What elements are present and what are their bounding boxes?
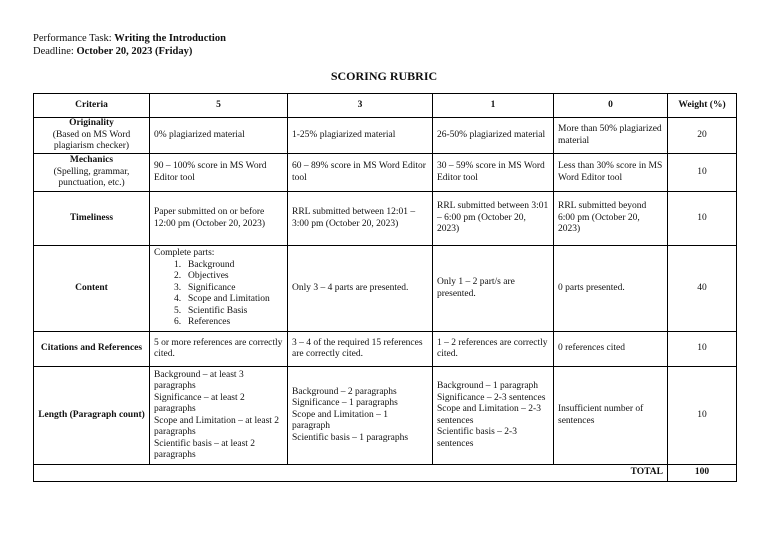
score-1-cell: Only 1 – 2 part/s are presented. (433, 246, 554, 332)
score-1-cell: 26-50% plagiarized material (433, 118, 554, 154)
line: Scope and Limitation – at least 2 paragraphs (154, 415, 280, 437)
criteria-cell (34, 192, 150, 246)
rubric-title: SCORING RUBRIC (330, 69, 438, 83)
deadline-prefix: Deadline: (33, 45, 77, 57)
deadline-line (33, 46, 226, 59)
header-weight: Weight (%) (668, 94, 737, 118)
total-row (34, 465, 737, 482)
content-intro: Complete parts: (154, 248, 215, 259)
weight-cell: 40 (668, 246, 737, 332)
document-header (33, 33, 226, 58)
task-prefix: Performance Task: (33, 33, 115, 44)
score-0-cell: 0 parts presented. (554, 246, 668, 332)
deadline-value: October 20, 2023 (Friday) (76, 45, 193, 57)
table-row (34, 118, 737, 154)
list-item: 3. Significance (174, 282, 236, 293)
line: Scientific basis – 2-3 sentences (437, 427, 517, 449)
score-1-cell: 1 – 2 references are correctly cited. (433, 332, 554, 367)
list-item: 1. Background (174, 259, 235, 270)
criteria-cell (34, 332, 150, 367)
weight-cell: 10 (668, 154, 737, 192)
line: Background – 1 paragraph (437, 381, 539, 391)
score-5-cell (150, 246, 288, 332)
weight-cell: 20 (668, 118, 737, 154)
score-5-cell (150, 367, 288, 465)
table-row (34, 246, 737, 332)
list-item: 6. References (174, 317, 231, 328)
criteria-name: Mechanics (69, 155, 114, 166)
score-3-cell: 1-25% plagiarized material (288, 118, 433, 154)
line: Scientific basis – at least 2 paragraphs (154, 438, 256, 460)
score-1-cell (433, 367, 554, 465)
table-row (34, 154, 737, 192)
header-score-5: 5 (150, 94, 288, 118)
criteria-note: (Based on MS Word plagiarism checker) (52, 129, 131, 152)
line: Significance – 2-3 sentences (437, 392, 546, 403)
list-item: 4. Scope and Limitation (174, 294, 270, 305)
weight-cell: 10 (668, 332, 737, 367)
criteria-cell (34, 246, 150, 332)
task-line (33, 33, 226, 46)
line: Scope and Limitation – 1 paragraph (292, 409, 389, 432)
table-row (34, 192, 737, 246)
score-3-cell: RRL submitted between 12:01 – 3:00 pm (October 20, 2023) (288, 192, 433, 246)
line: Background – 2 paragraphs (292, 386, 397, 397)
header-score-3: 3 (288, 94, 433, 118)
criteria-name: Content (75, 282, 108, 293)
criteria-name: Length (Paragraph count) (38, 409, 145, 420)
list-item: 5. Scientific Basis (174, 305, 248, 316)
criteria-cell (34, 367, 150, 465)
score-0-cell: Insufficient number of sentences (554, 367, 668, 465)
score-5-cell: 90 – 100% score in MS Word Editor tool (150, 154, 288, 192)
score-1-cell: RRL submitted between 3:01 – 6:00 pm (October 20, 2023) (433, 192, 554, 246)
scoring-rubric-table (33, 93, 737, 482)
weight-cell: 10 (668, 367, 737, 465)
criteria-name: Citations and References (40, 343, 143, 354)
score-3-cell: 3 – 4 of the required 15 references are correctly cited. (288, 332, 433, 367)
header-score-1: 1 (433, 94, 554, 118)
list-item: 2. Objectives (174, 271, 229, 282)
total-label: TOTAL (34, 465, 668, 482)
score-3-cell: Only 3 – 4 parts are presented. (288, 246, 433, 332)
task-title: Writing the Introduction (114, 33, 226, 44)
line: Background – at least 3 paragraphs (154, 369, 244, 391)
score-0-cell: Less than 30% score in MS Word Editor tool (554, 154, 668, 192)
criteria-note: (Spelling, grammar, punctuation, etc.) (53, 166, 130, 189)
line: Significance – 1 paragraphs (292, 398, 398, 409)
criteria-cell (34, 118, 150, 154)
line: Scope and Limitation – 2-3 sentences (437, 404, 541, 426)
table-header-row (34, 94, 737, 118)
header-score-0: 0 (554, 94, 668, 118)
score-5-cell: 0% plagiarized material (150, 118, 288, 154)
score-5-cell: 5 or more references are correctly cited. (150, 332, 288, 367)
table-row (34, 332, 737, 367)
line: Significance – at least 2 paragraphs (154, 392, 245, 414)
total-value: 100 (668, 465, 737, 482)
score-0-cell: RRL submitted beyond 6:00 pm (October 20, 2023) (554, 192, 668, 246)
criteria-name: Timeliness (69, 212, 114, 223)
criteria-cell (34, 154, 150, 192)
line: Scientific basis – 1 paragraphs (292, 432, 409, 443)
content-parts-list (154, 260, 283, 329)
score-5-cell: Paper submitted on or before 12:00 pm (October 20, 2023) (150, 192, 288, 246)
score-0-cell: 0 references cited (554, 332, 668, 367)
table-row (34, 367, 737, 465)
score-1-cell: 30 – 59% score in MS Word Editor tool (433, 154, 554, 192)
criteria-name: Originality (69, 118, 114, 129)
score-0-cell: More than 50% plagiarized material (554, 118, 668, 154)
weight-cell: 10 (668, 192, 737, 246)
score-3-cell (288, 367, 433, 465)
score-3-cell: 60 – 89% score in MS Word Editor tool (288, 154, 433, 192)
header-criteria: Criteria (34, 94, 150, 118)
